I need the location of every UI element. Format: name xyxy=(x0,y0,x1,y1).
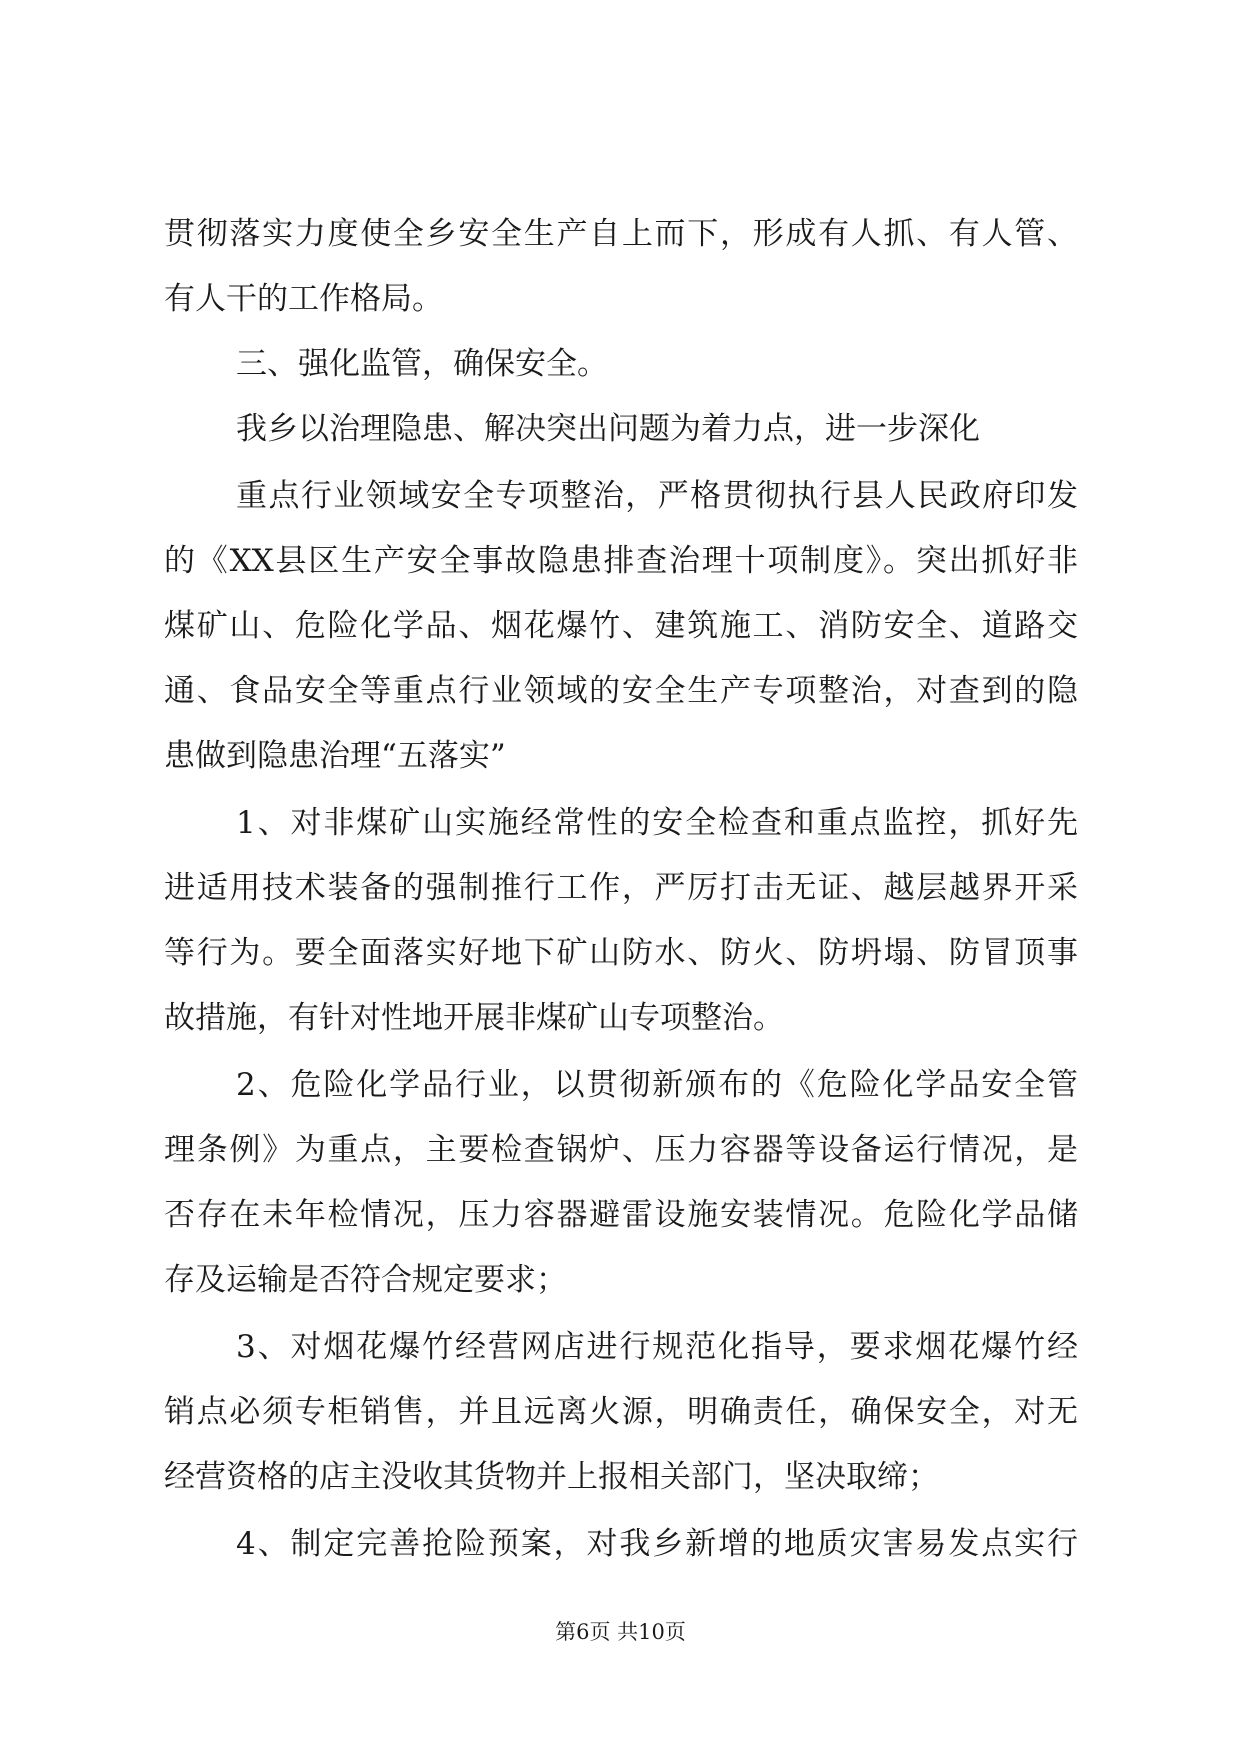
paragraph-line: 患做到隐患治理“五落实” xyxy=(164,738,506,774)
paragraph-line: 故措施，有针对性地开展非煤矿山专项整治。 xyxy=(164,1000,784,1036)
paragraph-line: 贯彻落实力度使全乡安全生产自上而下，形成有人抓、有人管、 xyxy=(164,216,1078,252)
paragraph-line: 我乡以治理隐患、解决突出问题为着力点，进一步深化 xyxy=(236,411,980,447)
paragraph-line: 经营资格的店主没收其货物并上报相关部门，坚决取缔； xyxy=(164,1459,939,1495)
paragraph-line: 等行为。要全面落实好地下矿山防水、防火、防坍塌、防冒顶事 xyxy=(164,935,1078,971)
paragraph-line: 有人干的工作格局。 xyxy=(164,281,443,317)
paragraph-line: 理条例》为重点，主要检查锅炉、压力容器等设备运行情况，是 xyxy=(164,1132,1078,1168)
paragraph-line: 4、制定完善抢险预案，对我乡新增的地质灾害易发点实行 xyxy=(236,1526,1078,1562)
paragraph-line: 否存在未年检情况，压力容器避雷设施安装情况。危险化学品储 xyxy=(164,1197,1078,1233)
paragraph-line: 3、对烟花爆竹经营网店进行规范化指导，要求烟花爆竹经 xyxy=(236,1329,1078,1365)
page-footer: 第6页 共10页 xyxy=(555,1620,686,1644)
paragraph-line: 2、危险化学品行业，以贯彻新颁布的《危险化学品安全管 xyxy=(236,1067,1078,1103)
paragraph-line: 通、食品安全等重点行业领域的安全生产专项整治，对查到的隐 xyxy=(164,673,1078,709)
section-heading: 三、强化监管，确保安全。 xyxy=(236,346,608,382)
paragraph-line: 进适用技术装备的强制推行工作，严厉打击无证、越层越界开采 xyxy=(164,870,1078,906)
paragraph-line: 销点必须专柜销售，并且远离火源，明确责任，确保安全，对无 xyxy=(164,1394,1078,1430)
paragraph-line: 煤矿山、危险化学品、烟花爆竹、建筑施工、消防安全、道路交 xyxy=(164,608,1078,644)
paragraph-line: 重点行业领域安全专项整治，严格贯彻执行县人民政府印发 xyxy=(236,478,1078,514)
paragraph-line: 的《XX县区生产安全事故隐患排查治理十项制度》。突出抓好非 xyxy=(164,543,1078,579)
paragraph-line: 1、对非煤矿山实施经常性的安全检查和重点监控，抓好先 xyxy=(236,805,1078,841)
paragraph-line: 存及运输是否符合规定要求； xyxy=(164,1262,567,1298)
